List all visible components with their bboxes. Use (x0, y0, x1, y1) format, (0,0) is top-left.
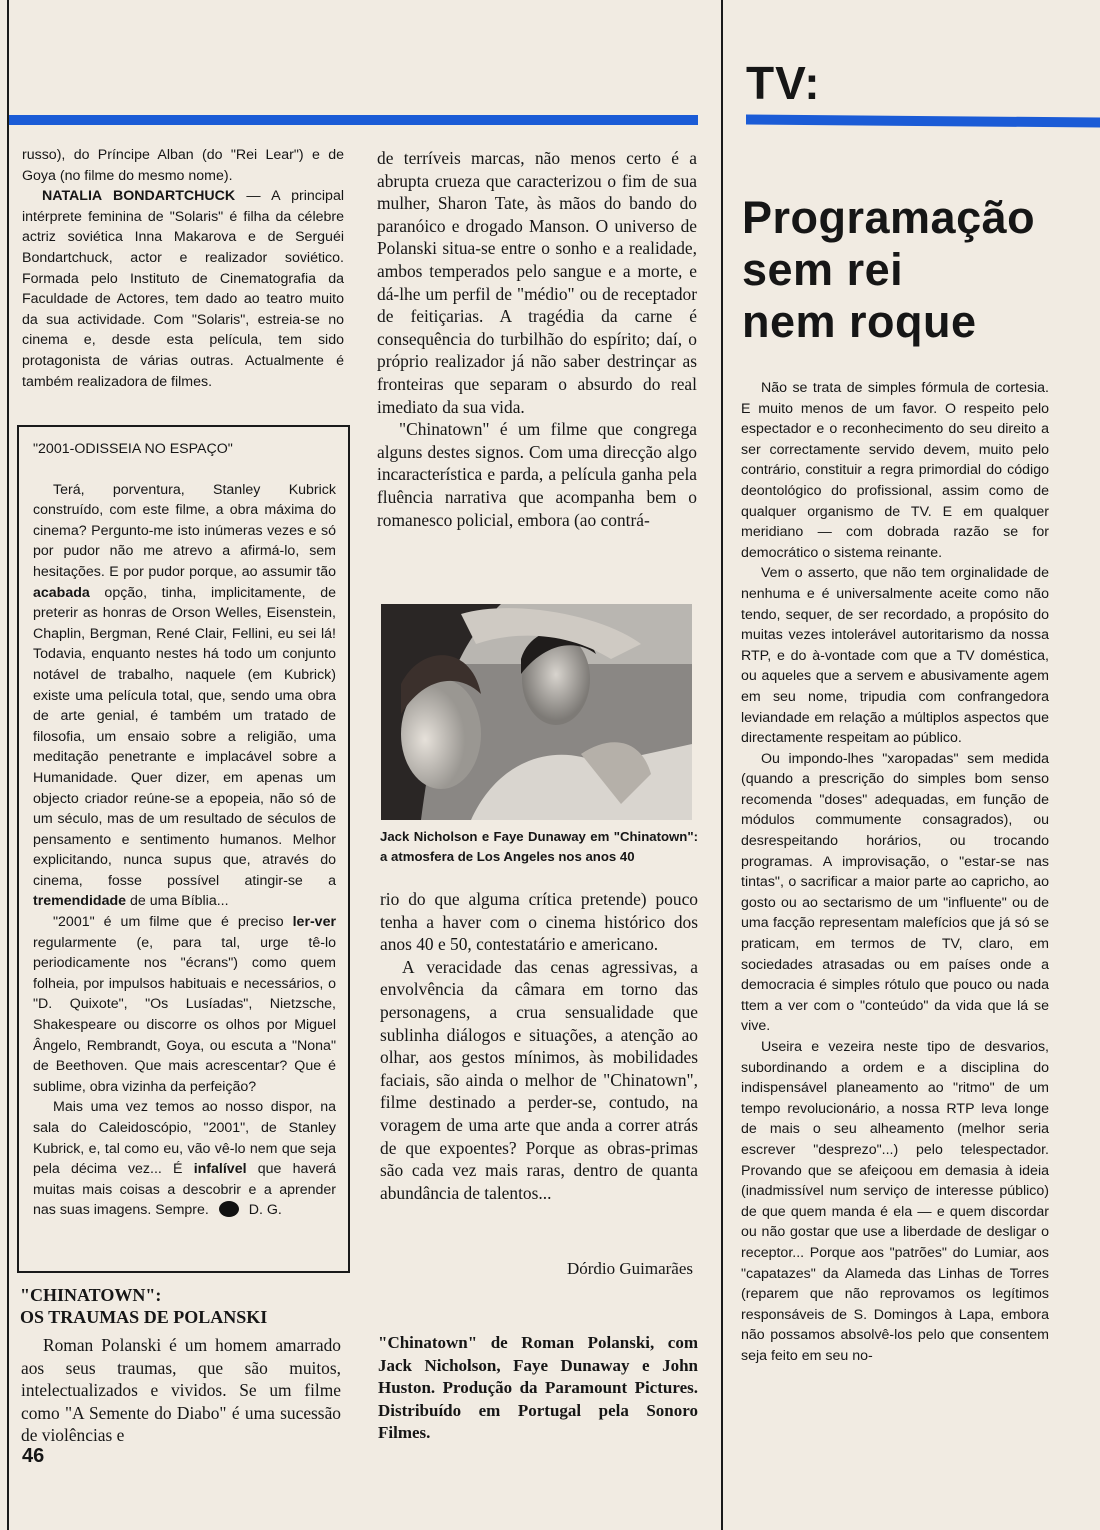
chinatown-paragraph: rio do que alguma crítica pretende) pouco tenha a haver com o cinema histórico dos anos 40 e 50, contestatário e americano. (380, 889, 698, 955)
tv-paragraph: Vem o asserto, que não tem orginalidade de nenhuma e é universalmente aceite como não tendo, sequer, de ser recordado, a propósito do muitas vezes intolerável autoritarismo da nossa RTP, e do à-vontade com que a TV doméstica, ou aqueles que a servem e abusivamente agem em seu nome, tripudia com confrangedora leviandade em relação a múltiplos aspectos que directamente respeitam ao público. (741, 565, 1049, 747)
chinatown-col1-text (21, 1334, 341, 1447)
tv-headline (742, 192, 1087, 348)
film-credits: "Chinatown" de Roman Polanski, com Jack Nicholson, Faye Dunaway e John Huston. Produção da Paramount Pictures. Distribuído em Portugal pela Sonoro Filmes. (378, 1333, 698, 1442)
tv-headline-line: nem roque (742, 296, 977, 347)
chinatown-paragraph: A veracidade das cenas agressivas, a envolvência da câmara em torno das personagens, a crua sensualidade que sublinha diálogos e situações, a atenção ao olhar, aos gestos mínimos, às mobilidades faciais, são ainda o melhor de "Chinatown", filme destinado a perder-se, contudo, na voragem de uma arte que anda a correr atrás de que expoentes? Porque as obras-primas são cada vez mais raras, dentro de quanta abundância de talentos... (380, 956, 698, 1203)
bio-paragraph (22, 186, 344, 392)
chinatown-paragraph: de terríveis marcas, não menos certo é a abrupta crueza que caracterizou o fim de sua mulher, Sharon Tate, às mãos do bando do paranóico e drogado Manson. O universo de Polanski situa-se entre o sonho e a realidade, ambos temperados pelo sangue e a morte, e dá-lhe um perfil de "médio" ou de receptador de feitiçarias. A tragédia da carne é consequência do turbilhão do espírito; daí, o próprio realizador já não saber destrinçar as fronteiras que separam o absurdo do real imediato da sua vida. (377, 148, 697, 417)
chinatown-col2-bottom (380, 888, 698, 1204)
text-run: que haverá muitas mais coisas a descobrir e a aprender nas suas imagens. Sempre. (33, 1161, 336, 1219)
chinatown-heading (20, 1284, 267, 1328)
review-box-signature: D. G. (248, 1202, 282, 1219)
text-bold: tremendidade (33, 893, 127, 910)
chinatown-heading-line: OS TRAUMAS DE POLANSKI (20, 1307, 268, 1327)
column-divider-left (7, 0, 9, 1530)
photo-caption: Jack Nicholson e Faye Dunaway em "Chinatown": a atmosfera de Los Angeles nos anos 40 (380, 829, 698, 864)
chinatown-paragraph: Roman Polanski é um homem amarrado aos seus traumas, que são muitos, intelectualizados e vividos. Se um filme como "A Semente do Diabo" é uma sucessão de violências e (21, 1335, 341, 1446)
review-box-title: "2001-ODISSEIA NO ESPAÇO" (33, 441, 233, 457)
tv-paragraph: Não se trata de simples fórmula de cortesia. E muito menos de um favor. O respeito pelo espectador e o reconhecimento do seu direito a ser correctamente servido devem, muito pelo contrário, constituir a regra primordial do código deontológico do profissional, assim como de qualquer organismo de TV. E em qualquer meridiano — com dobrada razão se for democrático o sistema reinante. (741, 380, 1049, 561)
blue-rule-left (8, 115, 698, 125)
text-run: regularmente (e, para tal, urge tê-lo periodicamente nos "écrans") como quem folheia, por impulsos habituais e necessários, o "D. Quixote", "Os Lusíadas", Nietzsche, Shakespeare ou discorre os olhos por Miguel Ângelo, Rembrandt, Goya, ou escuta a "Nona" de Beethoven. Que mais acrescentar? Que é sublime, obra vizinha da perfeição? (33, 934, 336, 1095)
chinatown-col2-top (377, 147, 697, 531)
film-still-photo (381, 604, 692, 820)
text-run: Mais uma vez temos ao nosso dispor, na sala do Caleidoscópio, "2001", de Stanley Kubrick, e, tal como eu, vão vê-lo nem que seja pela décima vez... É (33, 1099, 336, 1178)
bio-paragraph: russo), do Príncipe Alban (do "Rei Lear") e de Goya (no filme do mesmo nome). (22, 147, 344, 184)
tv-headline-line: sem rei (742, 244, 904, 295)
text-run: Terá, porventura, Stanley Kubrick construído, com este filme, a obra máxima do cinema? Pergunto-me isto inúmeras vezes e só por pudor não me atrevo a afirmá-lo, sem hesitações. E por pudor porque, ao assumir tão (33, 481, 336, 580)
tv-article-body (741, 378, 1049, 1367)
review-box-paragraph (33, 1097, 336, 1221)
bio-notes (22, 145, 344, 392)
column-divider-right (721, 0, 723, 1530)
review-box-paragraph (33, 912, 336, 1097)
bio-name: NATALIA BONDARTCHUCK (42, 188, 236, 205)
text-bold: infalível (193, 1161, 247, 1178)
film-still-image (381, 604, 692, 820)
bio-text: — A principal intérprete feminina de "Solaris" é filha da célebre actriz soviética Inna Makarova e de Serguéi Bondartchuck, actor e realizador soviético. Formada pelo Instituto de Cinematografia da Faculdade de Actores, tem dado ao teatro muito da sua actividade. Com "Solaris", estreia-se no cinema e, desde esta película, tem sido protagonista de várias outras. Actualmente é também realizadora de filmes. (22, 188, 344, 390)
article-author: Dórdio Guimarães (566, 1259, 693, 1278)
end-mark-icon (219, 1201, 239, 1217)
blue-rule-right (746, 114, 1100, 127)
tv-headline-line: Programação (742, 192, 1036, 243)
text-run: opção, tinha, implicitamente, de preterir as honras de Orson Welles, Eisenstein, Chaplin, Bergman, René Clair, Fellini, eu sei lá! Todavia, enquanto nestes há todo um conjunto notável de trabalho, naquele (em Kubrick) existe uma película total, que, sendo uma obra de arte genial, é também um tratado de filosofia, um ensaio sobre a religião, uma meditação penetrante e implacável sobre a Humanidade. Quer dizer, em apenas um objecto criador reúne-se a epopeia, não só de um século, mas de um resultado de séculos de pensamento e sentimento humanos. Melhor explicitando, nunca supus que, através do cinema, fosse possível atingir-se a (33, 584, 336, 889)
text-run: "2001" é um filme que é preciso (53, 914, 293, 931)
chinatown-paragraph: "Chinatown" é um filme que congrega alguns destes signos. Com uma direcção algo incaracterística e parda, a película ganha pela fluência narrativa que acompanha bem o romanesco policial, embora (ao contrá- (377, 419, 697, 530)
text-bold: ler-ver (292, 914, 336, 931)
text-run: de uma Bíblia... (126, 893, 229, 910)
chinatown-heading-line: "CHINATOWN": (20, 1285, 162, 1305)
tv-paragraph: Useira e vezeira neste tipo de desvarios, subordinando a ordem e a disciplina do indispensável planeamento ao "ritmo" de um tempo revolucionário, a nossa RTP leva longe de mais o seu alheamento (melhor seria escrever "desprezo"...) pelo telespectador. Provando que se afeiçoou em demasia à ideia (inadmissível num serviço de interesse público) de que quem manda é ela — e quem discordar ou não gostar que use a liberdade de desligar o receptor... Porque aos "patrões" do Lumiar, aos "capatazes" da Alameda das Linhas de Torres (reparem que não reprovamos os legítimos responsáveis de S. Domingos à Lapa, embora não possamos absolvê-los pelo que consentem seja feito em seu no- (741, 1039, 1049, 1364)
page-number: 46 (22, 1445, 45, 1467)
review-box-2001 (17, 425, 350, 1273)
review-box-paragraph (33, 480, 336, 912)
text-bold: acabada (33, 584, 90, 601)
section-label: TV: (746, 57, 821, 109)
tv-paragraph: Ou impondo-lhes "xaropadas" sem medida (quando a prescrição do simples bom senso recomenda "doses" adequadas, em função de módulos commumente consagrados), ou desrespeitando horários, ou trocando programas. A improvisação, o "estar-se nas tintas", o sacrificar a maior parte ao capricho, ao gosto ou ao sectarismo de um "influente" ou de uma facção representam malefícios que já só se praticam, em termos de TV, claro, em sociedades atrasadas ou em países onde a democracia é simples rótulo que pouco ou nada ttem a ver com o "conteúdo" da vida que lá se vive. (741, 750, 1049, 1035)
